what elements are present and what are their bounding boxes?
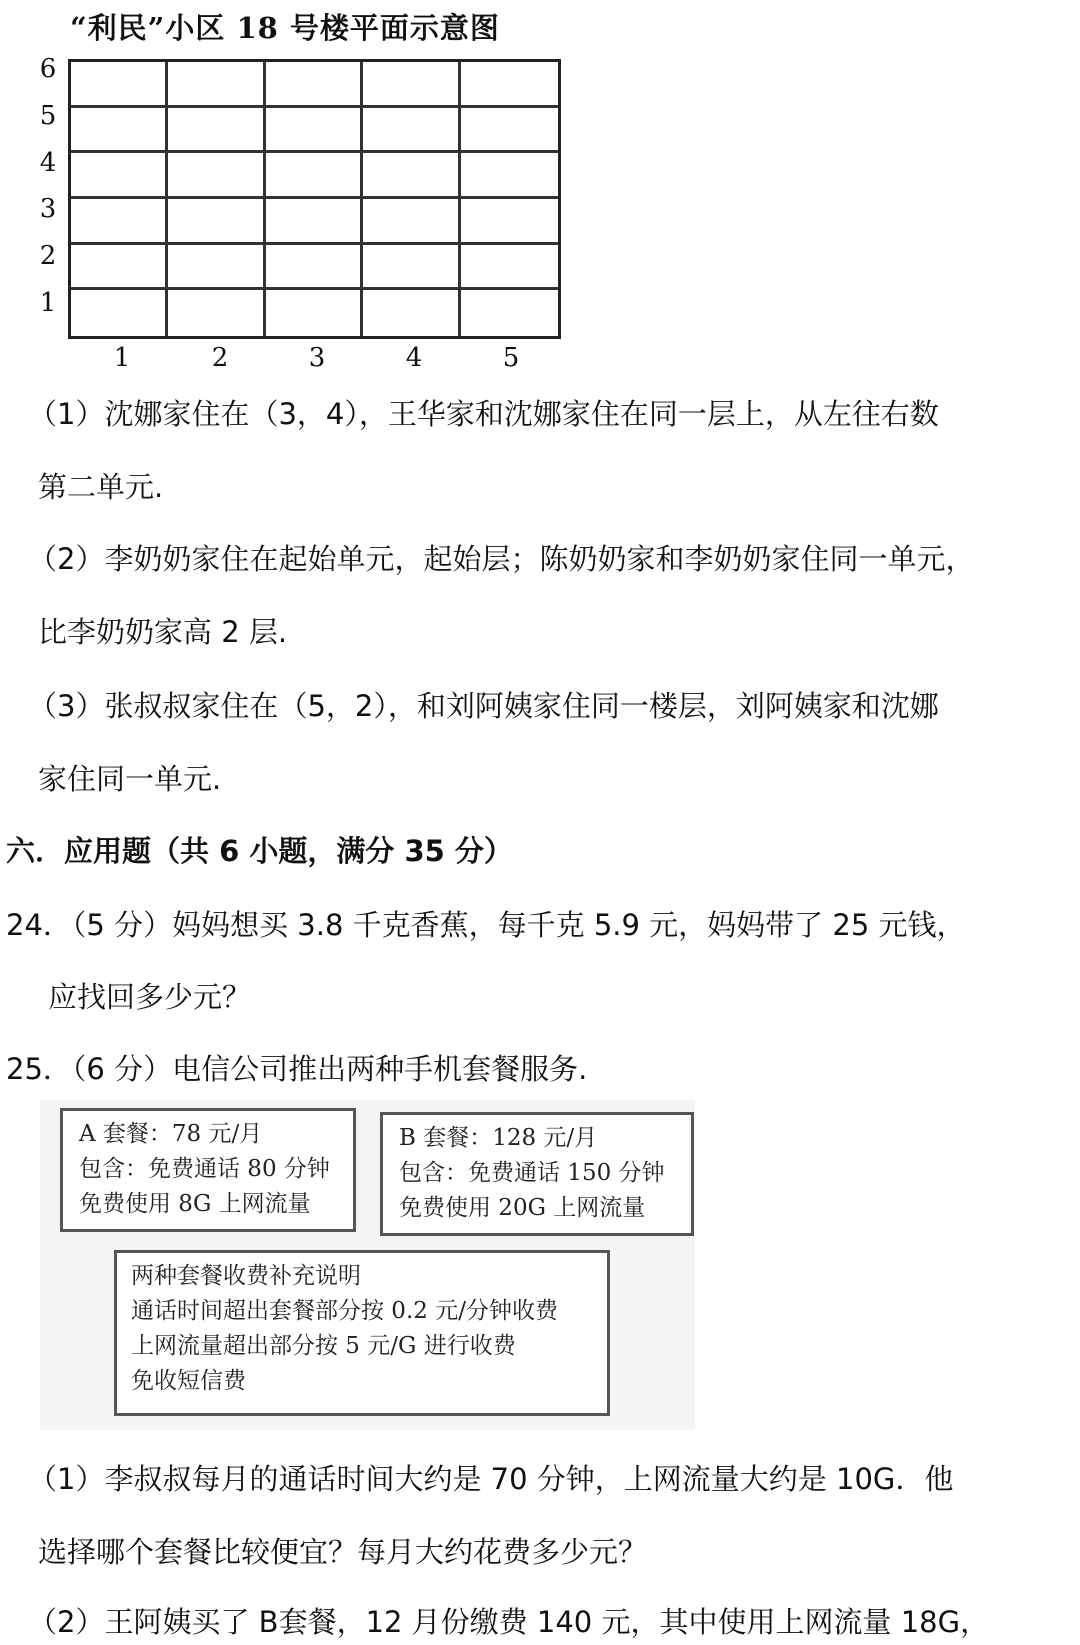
y-label: 2 — [39, 241, 57, 271]
q25-part2-line1: （2）王阿姨买了 B套餐，12 月份缴费 140 元，其中使用上网流量 18G， — [28, 1605, 990, 1639]
notes-data-overage: 上网流量超出部分按 5 元/G 进行收费 — [131, 1333, 516, 1359]
q23-part2-line2: 比李奶奶家高 2 层. — [38, 615, 288, 649]
grid-cell — [266, 199, 363, 245]
y-label: 1 — [39, 288, 57, 318]
floor-plan-grid — [68, 59, 561, 339]
q23-part1-line2: 第二单元. — [38, 470, 164, 504]
q25-part1-line2: 选择哪个套餐比较便宜？每月大约花费多少元？ — [38, 1535, 648, 1569]
grid-cell — [461, 108, 558, 154]
grid-cell — [71, 153, 168, 199]
grid-cell — [461, 245, 558, 291]
y-label: 3 — [39, 194, 57, 224]
plan-a-data: 免费使用 8G 上网流量 — [79, 1191, 311, 1217]
x-label: 2 — [211, 343, 229, 373]
grid-cell — [461, 199, 558, 245]
plan-a-calls: 包含：免费通话 80 分钟 — [79, 1156, 330, 1182]
grid-cell — [266, 153, 363, 199]
plan-a-price: A 套餐：78 元/月 — [79, 1121, 263, 1147]
x-label: 3 — [308, 343, 326, 373]
grid-cell — [363, 62, 460, 108]
grid-cell — [71, 108, 168, 154]
notes-sms: 免收短信费 — [131, 1368, 246, 1394]
section-heading: 六．应用题（共 6 小题，满分 35 分） — [6, 834, 513, 868]
grid-cell — [71, 199, 168, 245]
q24-line1: 24．（5 分）妈妈想买 3.8 千克香蕉，每千克 5.9 元，妈妈带了 25 元钱， — [6, 908, 966, 942]
grid-cell — [461, 153, 558, 199]
grid-cell — [266, 62, 363, 108]
q25-line1: 25．（6 分）电信公司推出两种手机套餐服务. — [6, 1052, 588, 1086]
grid-cell — [266, 108, 363, 154]
q23-part2-line1: （2）李奶奶家住在起始单元，起始层；陈奶奶家和李奶奶家住同一单元， — [28, 542, 975, 576]
grid-cell — [71, 62, 168, 108]
x-label: 1 — [113, 343, 131, 373]
grid-cell — [168, 153, 265, 199]
plan-figure — [40, 1100, 695, 1430]
q23-part3-line1: （3）张叔叔家住在（5，2），和刘阿姨家住同一楼层，刘阿姨家和沈娜 — [28, 689, 939, 723]
y-label: 4 — [39, 148, 57, 178]
figure-title: “利民”小区 18 号楼平面示意图 — [70, 11, 500, 45]
grid-cell — [363, 245, 460, 291]
plan-b-price: B 套餐：128 元/月 — [399, 1125, 598, 1151]
y-label: 5 — [39, 101, 57, 131]
grid-cell — [168, 108, 265, 154]
plan-b-box — [380, 1112, 694, 1236]
grid-cell — [363, 290, 460, 336]
grid-cell — [71, 245, 168, 291]
q25-part1-line1: （1）李叔叔每月的通话时间大约是 70 分钟，上网流量大约是 10G．他 — [28, 1462, 954, 1496]
grid-cell — [266, 290, 363, 336]
notes-title: 两种套餐收费补充说明 — [131, 1263, 361, 1289]
grid-cell — [461, 290, 558, 336]
grid-cell — [168, 290, 265, 336]
plan-a-box — [60, 1108, 356, 1232]
grid-cell — [266, 245, 363, 291]
grid-cell — [363, 153, 460, 199]
grid-cell — [363, 199, 460, 245]
grid-cell — [363, 108, 460, 154]
grid-cell — [71, 290, 168, 336]
plan-b-data: 免费使用 20G 上网流量 — [399, 1195, 646, 1221]
y-label: 6 — [39, 54, 57, 84]
grid-cell — [168, 245, 265, 291]
grid-cell — [168, 62, 265, 108]
grid-cell — [461, 62, 558, 108]
q24-line2: 应找回多少元？ — [48, 980, 252, 1014]
q23-part3-line2: 家住同一单元. — [38, 762, 222, 796]
x-label: 5 — [502, 343, 520, 373]
x-label: 4 — [405, 343, 423, 373]
pricing-notes-box — [114, 1250, 610, 1416]
notes-call-overage: 通话时间超出套餐部分按 0.2 元/分钟收费 — [131, 1298, 558, 1324]
plan-b-calls: 包含：免费通话 150 分钟 — [399, 1160, 665, 1186]
grid-cell — [168, 199, 265, 245]
q23-part1-line1: （1）沈娜家住在（3，4），王华家和沈娜家住在同一层上，从左往右数 — [28, 397, 939, 431]
